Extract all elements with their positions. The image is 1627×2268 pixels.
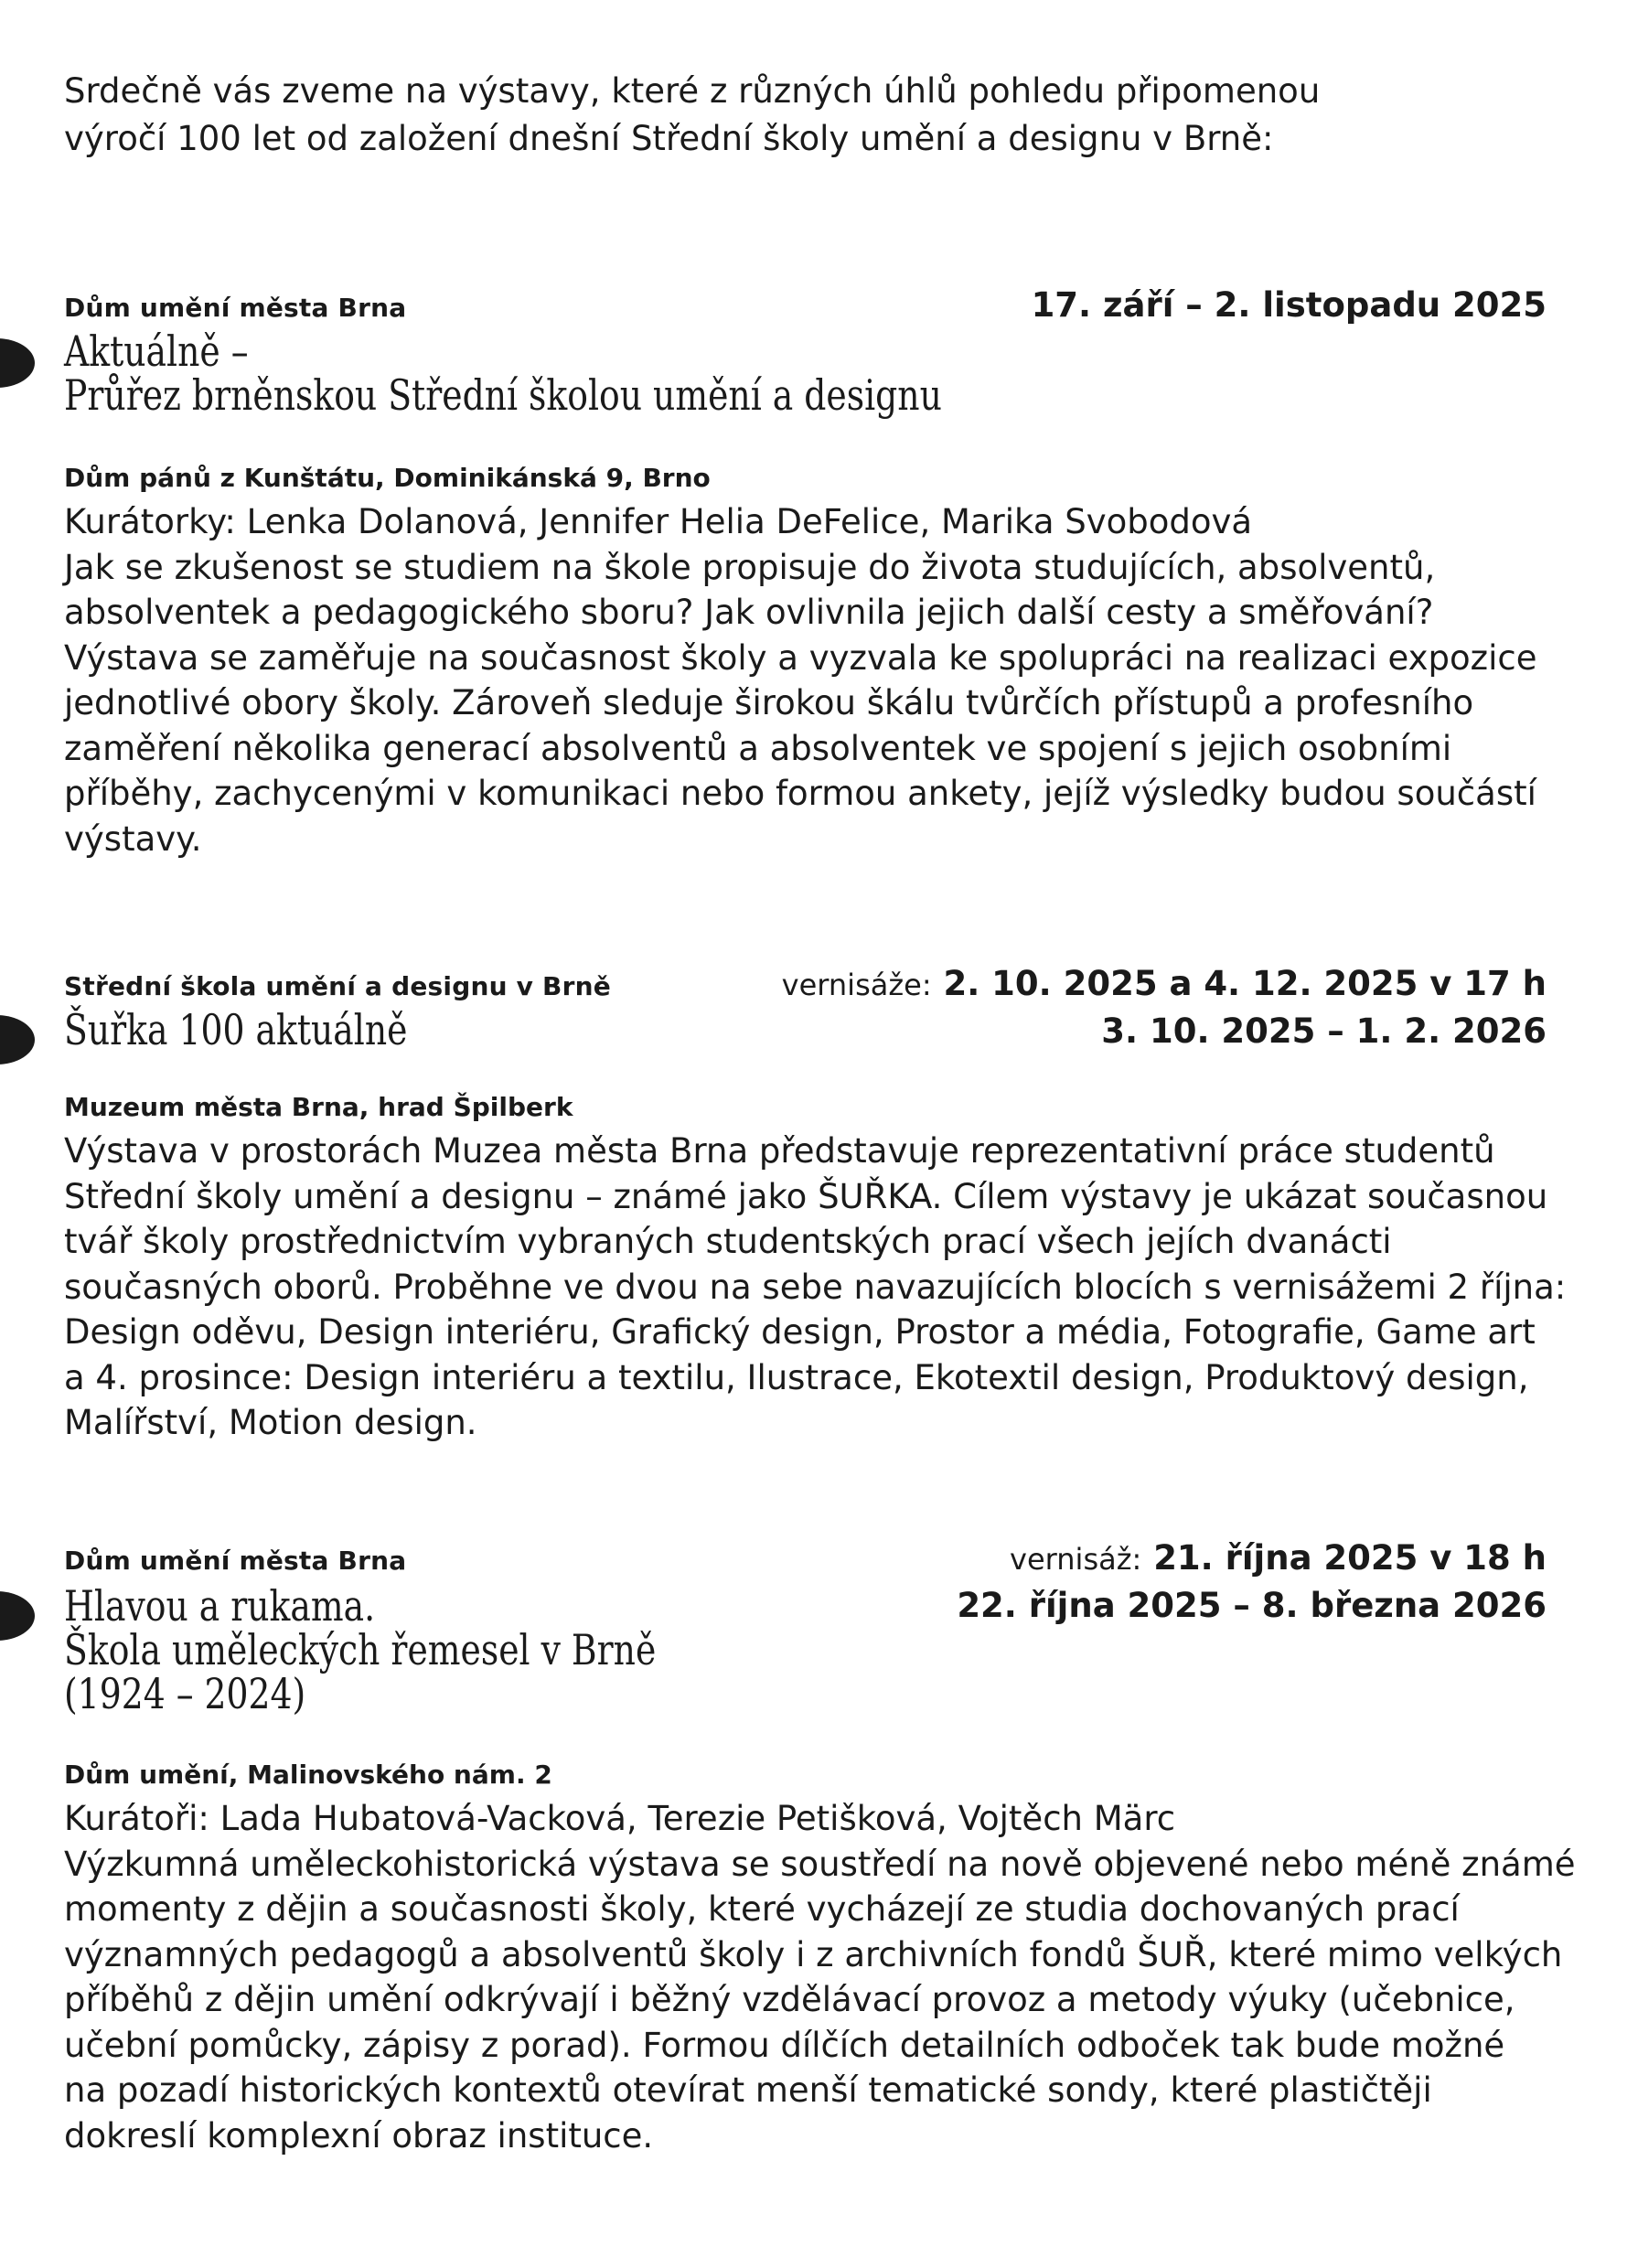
title-line: Škola uměleckých řemesel v Brně bbox=[64, 1625, 657, 1674]
exhibition-location: Muzeum města Brna, hrad Špilberk bbox=[64, 1092, 573, 1122]
title-line: Šuřka 100 aktuálně bbox=[64, 1005, 408, 1054]
opening-dates: 2. 10. 2025 a 4. 12. 2025 v 17 h bbox=[943, 964, 1547, 1003]
body-line: a 4. prosince: Design interiéru a textilu, Ilustrace, Ekotextil design, Produktový design, bbox=[64, 1357, 1529, 1397]
body-line: zaměření několika generací absolventů a absolventek ve spojení s jejich osobními bbox=[64, 728, 1452, 768]
exhibition-location: Dům pánů z Kunštátu, Dominikánská 9, Brno bbox=[64, 463, 711, 493]
section-marker-icon bbox=[0, 1015, 35, 1064]
exhibition-description bbox=[64, 499, 1564, 861]
title-line: (1924 – 2024) bbox=[64, 1669, 306, 1718]
body-line: učební pomůcky, zápisy z porad). Formou dílčích detailních odboček tak bude možné bbox=[64, 2025, 1505, 2065]
exhibition-venue: Dům umění města Brna bbox=[64, 1546, 407, 1576]
opening-dates: 21. října 2025 v 18 h bbox=[1153, 1538, 1547, 1578]
body-line: jednotlivé obory školy. Zároveň sleduje širokou škálu tvůrčích přístupů a profesního bbox=[64, 683, 1474, 722]
exhibition-venue: Střední škola umění a designu v Brně bbox=[64, 971, 611, 1001]
body-line: výstavy. bbox=[64, 818, 202, 859]
opening-label: vernisáž: bbox=[1010, 1542, 1142, 1577]
exhibition-opening bbox=[1010, 1538, 1547, 1578]
exhibition-dates: 3. 10. 2025 – 1. 2. 2026 bbox=[1101, 1011, 1547, 1051]
body-line: na pozadí historických kontextů otevírat menší tematické sondy, které plastičtěji bbox=[64, 2070, 1432, 2110]
body-line: Kurátorky: Lenka Dolanová, Jennifer Helia DeFelice, Marika Svobodová bbox=[64, 502, 1253, 541]
body-line: Kurátoři: Lada Hubatová-Vacková, Terezie Petišková, Vojtěch Märc bbox=[64, 1799, 1176, 1838]
exhibition-dates: 17. září – 2. listopadu 2025 bbox=[1031, 285, 1547, 325]
body-line: Výstava v prostorách Muzea města Brna představuje reprezentativní práce studentů bbox=[64, 1131, 1495, 1171]
body-line: současných oborů. Proběhne ve dvou na sebe navazujících blocích s vernisážemi 2 října: bbox=[64, 1267, 1567, 1307]
opening-label: vernisáže: bbox=[781, 968, 932, 1002]
exhibition-description bbox=[64, 1796, 1576, 2158]
body-line: absolventek a pedagogického sboru? Jak ovlivnila jejich další cesty a směřování? bbox=[64, 593, 1434, 632]
exhibition-title bbox=[64, 326, 942, 420]
exhibition-location: Dům umění, Malinovského nám. 2 bbox=[64, 1760, 552, 1790]
section-marker-icon bbox=[0, 338, 35, 388]
title-line: Aktuálně – bbox=[64, 326, 249, 376]
title-line: Hlavou a rukama. bbox=[64, 1581, 376, 1631]
intro-line: výročí 100 let od založení dnešní Střední školy umění a designu v Brně: bbox=[64, 119, 1274, 158]
exhibition-title bbox=[64, 1005, 408, 1054]
body-line: Jak se zkušenost se studiem na škole propisuje do života studujících, absolventů, bbox=[64, 547, 1436, 587]
body-line: dokreslí komplexní obraz instituce. bbox=[64, 2115, 654, 2156]
body-line: příběhů z dějin umění odkrývají i běžný vzdělávací provoz a metody výuky (učebnice, bbox=[64, 1980, 1515, 2019]
exhibition-opening bbox=[782, 964, 1547, 1003]
exhibition-venue: Dům umění města Brna bbox=[64, 293, 407, 323]
body-line: Design oděvu, Design interiéru, Grafický design, Prostor a média, Fotografie, Game art bbox=[64, 1312, 1536, 1352]
body-line: významných pedagogů a absolventů školy i z archivních fondů ŠUŘ, které mimo velkých bbox=[64, 1934, 1563, 1974]
intro-line: Srdečně vás zveme na výstavy, které z různých úhlů pohledu připomenou bbox=[64, 71, 1321, 111]
body-line: momenty z dějin a současnosti školy, které vycházejí ze studia dochovaných prací bbox=[64, 1889, 1460, 1929]
body-line: Výstava se zaměřuje na současnost školy a vyzvala ke spolupráci na realizaci expozice bbox=[64, 637, 1537, 678]
section-marker-icon bbox=[0, 1591, 35, 1641]
body-line: příběhy, zachycenými v komunikaci nebo formou ankety, jejíž výsledky budou součástí bbox=[64, 774, 1536, 813]
body-line: Výzkumná uměleckohistorická výstava se soustředí na nově objevené nebo méně známé bbox=[64, 1844, 1576, 1884]
exhibition-dates: 22. října 2025 – 8. března 2026 bbox=[957, 1586, 1547, 1625]
body-line: tvář školy prostřednictvím vybraných studentských prací všech jejích dvanácti bbox=[64, 1222, 1392, 1261]
body-line: Malířství, Motion design. bbox=[64, 1403, 477, 1442]
intro-paragraph bbox=[64, 68, 1527, 163]
exhibition-description bbox=[64, 1129, 1567, 1446]
body-line: Střední školy umění a designu – známé jako ŠUŘKA. Cílem výstavy je ukázat současnou bbox=[64, 1176, 1548, 1216]
title-line: Průřez brněnskou Střední školou umění a designu bbox=[64, 370, 942, 420]
exhibition-title bbox=[64, 1581, 657, 1718]
